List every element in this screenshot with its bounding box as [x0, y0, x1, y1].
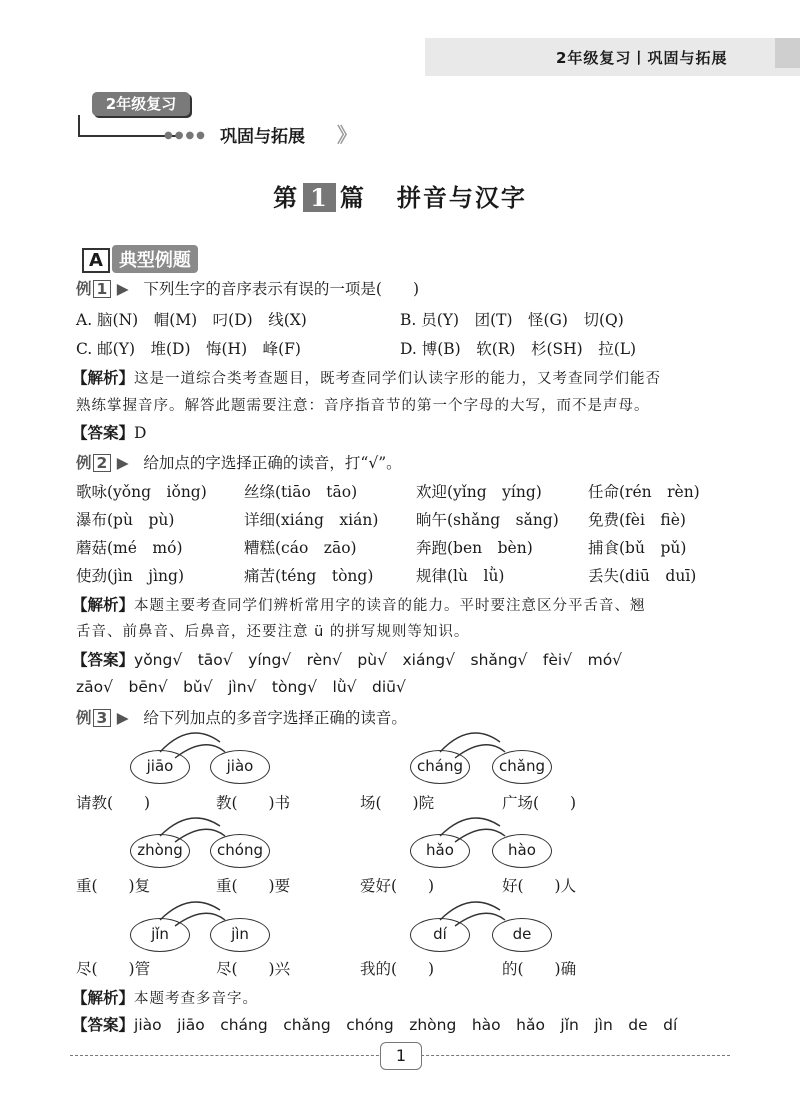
reading-oval: chǎng: [492, 750, 552, 784]
example-2-answer: 【答案】yǒng√ tāo√ yíng√ rèn√ pù√ xiáng√ shǎng√ fèi√ mó√: [72, 650, 623, 669]
pinyin-choice: 晌午(shǎng sǎng): [416, 511, 559, 529]
word-blank: 尽( )管: [76, 960, 151, 978]
word-blank: 的( )确: [502, 960, 577, 978]
pinyin-choice: 瀑布(pù pù): [76, 511, 175, 529]
example-2-analysis-cont: 舌音、前鼻音、后鼻音，还要注意 ü 的拼写规则等知识。: [76, 624, 470, 640]
pinyin-choice: 丝绦(tiāo tāo): [244, 483, 358, 501]
pinyin-choice: 使劲(jìn jìng): [76, 567, 185, 585]
reading-oval: jìn: [210, 918, 270, 952]
pinyin-choice: 丢失(diū duī): [588, 567, 697, 585]
option-b: B. 员(Y) 团(T) 怪(G) 切(Q): [400, 311, 624, 329]
reading-oval: chóng: [210, 834, 270, 868]
title-prefix: 第: [273, 183, 300, 212]
reading-oval: hǎo: [410, 834, 470, 868]
example-2-analysis: 【解析】本题主要考查同学们辨析常用字的读音的能力。平时要注意区分平舌音、翘: [72, 595, 646, 614]
reading-oval: dí: [410, 918, 470, 952]
pinyin-choice: 痛苦(téng tòng): [244, 567, 374, 585]
running-title: 2年级复习丨巩固与拓展: [556, 49, 728, 67]
example-2-answer-cont: zāo√ bēn√ bǔ√ jìn√ tòng√ lǜ√ diū√: [76, 678, 406, 696]
word-blank: 广场( ): [502, 794, 577, 812]
pinyin-choice: 蘑菇(mé mó): [76, 539, 183, 557]
example-3-analysis: 【解析】本题考查多音字。: [72, 988, 259, 1007]
grade-review-badge: 2年级复习: [92, 92, 190, 116]
word-blank: 爱好( ): [360, 877, 435, 895]
example-3-question: 例 3 ▶ 给下列加点的多音字选择正确的读音。: [76, 706, 407, 728]
title-number: 1: [303, 183, 336, 212]
example-1-question: 例 1 ▶ 下列生字的音序表示有误的一项是( ): [76, 277, 419, 299]
section-name: 典型例题: [112, 245, 198, 273]
pinyin-choice: 糟糕(cáo zāo): [244, 539, 357, 557]
option-a: A. 脑(N) 帽(M) 叼(D) 线(X): [76, 311, 307, 329]
example-1-answer: 【答案】D: [72, 423, 147, 442]
example-2-question: 例 2 ▶ 给加点的字选择正确的读音，打“√”。: [76, 451, 402, 473]
word-blank: 请教( ): [76, 794, 151, 812]
dots-decoration: ●●●●: [164, 130, 207, 141]
pinyin-choice: 规律(lù lǜ): [416, 567, 505, 585]
section-letter: A: [82, 248, 110, 273]
word-blank: 我的( ): [360, 960, 435, 978]
word-blank: 教( )书: [216, 794, 291, 812]
example-label: 例 2 ▶: [76, 454, 129, 472]
example-1-analysis: 【解析】这是一道综合类考查题目，既考查同学们认读字形的能力，又考查同学们能否: [72, 368, 662, 387]
option-d: D. 博(B) 软(R) 杉(SH) 拉(L): [400, 340, 637, 358]
reading-oval: de: [492, 918, 552, 952]
example-1-analysis-cont: 熟练掌握音序。解答此题需要注意：音序指音节的第一个字母的大写，而不是声母。: [76, 398, 650, 414]
double-chevron-icon: 》: [337, 123, 357, 147]
word-blank: 场( )院: [360, 794, 435, 812]
example-3-answer: 【答案】jiào jiāo cháng chǎng chóng zhòng hào hǎo jǐn jìn de dí: [72, 1015, 678, 1034]
reading-oval: jiào: [210, 750, 270, 784]
pinyin-choice: 歌咏(yǒng iǒng): [76, 483, 207, 501]
word-blank: 重( )复: [76, 877, 151, 895]
reading-oval: jiāo: [130, 750, 190, 784]
word-blank: 尽( )兴: [216, 960, 291, 978]
title-suffix: 篇: [339, 183, 366, 212]
reading-oval: zhòng: [130, 834, 190, 868]
reading-oval: hào: [492, 834, 552, 868]
pinyin-choice: 捕食(bǔ pǔ): [588, 539, 687, 557]
example-label: 例 1 ▶: [76, 280, 129, 298]
word-blank: 重( )要: [216, 877, 291, 895]
title-name: 拼音与汉字: [396, 183, 527, 212]
pinyin-choice: 欢迎(yǐng yíng): [416, 483, 542, 501]
pinyin-choice: 免费(fèi fiè): [588, 511, 686, 529]
word-blank: 好( )人: [502, 877, 577, 895]
pinyin-choice: 奔跑(ben bèn): [416, 539, 533, 557]
option-c: C. 邮(Y) 堆(D) 悔(H) 峰(F): [76, 340, 301, 358]
pinyin-choice: 任命(rén rèn): [588, 483, 700, 501]
subtitle: 巩固与拓展: [220, 127, 305, 147]
pinyin-choice: 详细(xiáng xián): [244, 511, 379, 529]
page-number: 1: [380, 1042, 422, 1070]
reading-oval: cháng: [410, 750, 470, 784]
example-label: 例 3 ▶: [76, 709, 129, 727]
reading-oval: jǐn: [130, 918, 190, 952]
